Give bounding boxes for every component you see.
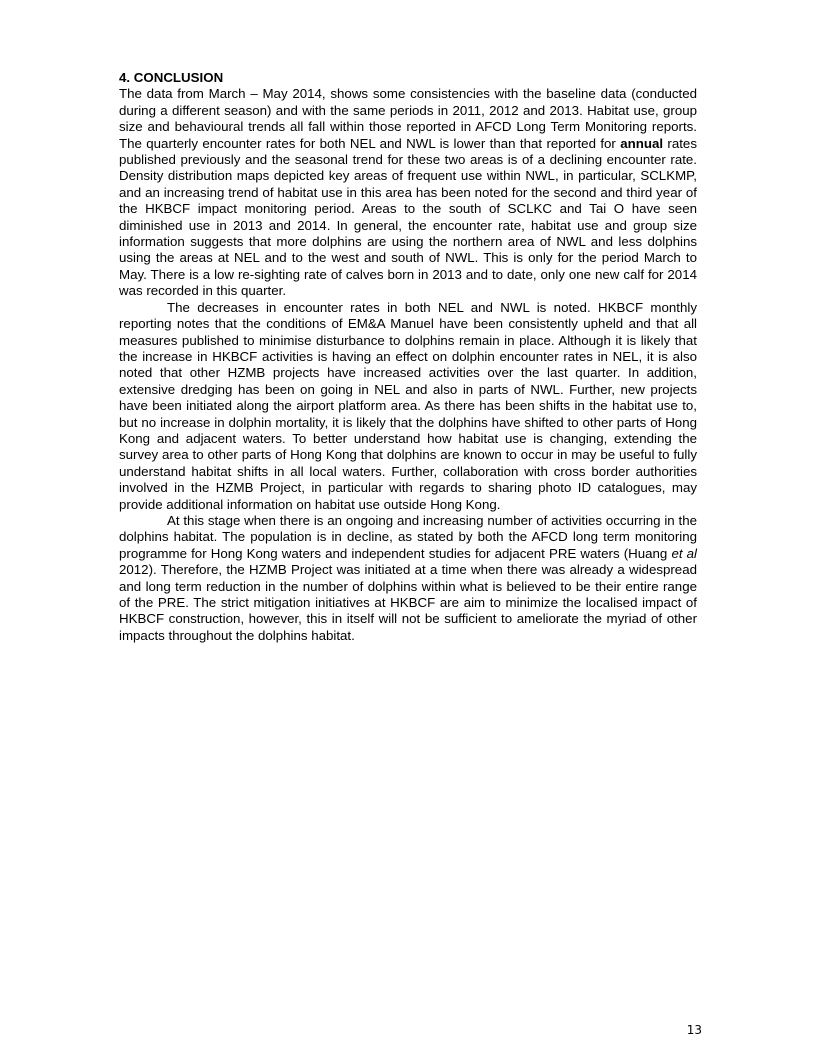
paragraph-1 (119, 86, 697, 299)
paragraph-3 (119, 513, 697, 644)
paragraph-1-text-a: The data from March – May 2014, shows some consistencies with the baseline data (conducted during a different season) and with the same periods in 2011, 2012 and 2013. Habitat use, group size and behavioural trends all fall within those reported in AFCD Long Term Monitoring reports. The quarterly encounter rates for both NEL and NWL is lower than that reported for (119, 86, 697, 151)
paragraph-3-text-a: At this stage when there is an ongoing and increasing number of activities occurring in the dolphins habitat. The population is in decline, as stated by both the AFCD long term monitoring programme for Hong Kong waters and independent studies for adjacent PRE waters (Huang (119, 512, 697, 561)
section-heading: 4. CONCLUSION (119, 70, 224, 85)
paragraph-1-text-c: rates published previously and the seasonal trend for these two areas is of a declining encounter rate. Density distribution maps depicted key areas of frequent use within NWL, in particular, SCLKMP, and an increasing trend of habitat use in this area has been noted for the second and third year of the HKBCF impact monitoring period. Areas to the south of SCLKC and Tai O have seen diminished use in 2013 and 2014. In general, the encounter rate, habitat use and group size information suggests that more dolphins are using the northern area of NWL and less dolphins using the areas at NEL and to the west and south of NWL. This is only for the period March to May. There is a low re-sighting rate of calves born in 2013 and to date, only one new calf for 2014 was recorded in this quarter. (119, 135, 697, 299)
page-number: 13 (686, 1023, 702, 1037)
paragraph-3-text-c: 2012). Therefore, the HZMB Project was initiated at a time when there was already a widespread and long term reduction in the number of dolphins within what is believed to be their entire range of the PRE. The strict mitigation initiatives at HKBCF are aim to minimize the localised impact of HKBCF construction, however, this in itself will not be sufficient to ameliorate the myriad of other impacts throughout the dolphins habitat. (119, 562, 697, 643)
paragraph-1-bold-term: annual (620, 135, 664, 151)
document-page (119, 70, 697, 644)
paragraph-2: The decreases in encounter rates in both NEL and NWL is noted. HKBCF monthly reporting notes that the conditions of EM&A Manuel have been consistently upheld and that all measures published to minimise disturbance to dolphins remain in place. Although it is likely that the increase in HKBCF activities is having an effect on dolphin encounter rates in NEL, it is also noted that other HZMB projects have increased activities over the last quarter. In addition, extensive dredging has been on going in NEL and also in parts of NWL. Further, new projects have been initiated along the airport platform area. As there has been shifts in the habitat use to, but no increase in dolphin mortality, it is likely that the dolphins have shifted to other parts of Hong Kong and adjacent waters. To better understand how habitat use is changing, extending the survey area to other parts of Hong Kong that dolphins are known to occur in may be useful to fully understand habitat shifts in all local waters. Further, collaboration with cross border authorities involved in the HZMB Project, in particular with regards to sharing photo ID catalogues, may provide additional information on habitat use outside Hong Kong. (119, 299, 697, 512)
paragraph-3-italic-term: et al (671, 545, 697, 561)
